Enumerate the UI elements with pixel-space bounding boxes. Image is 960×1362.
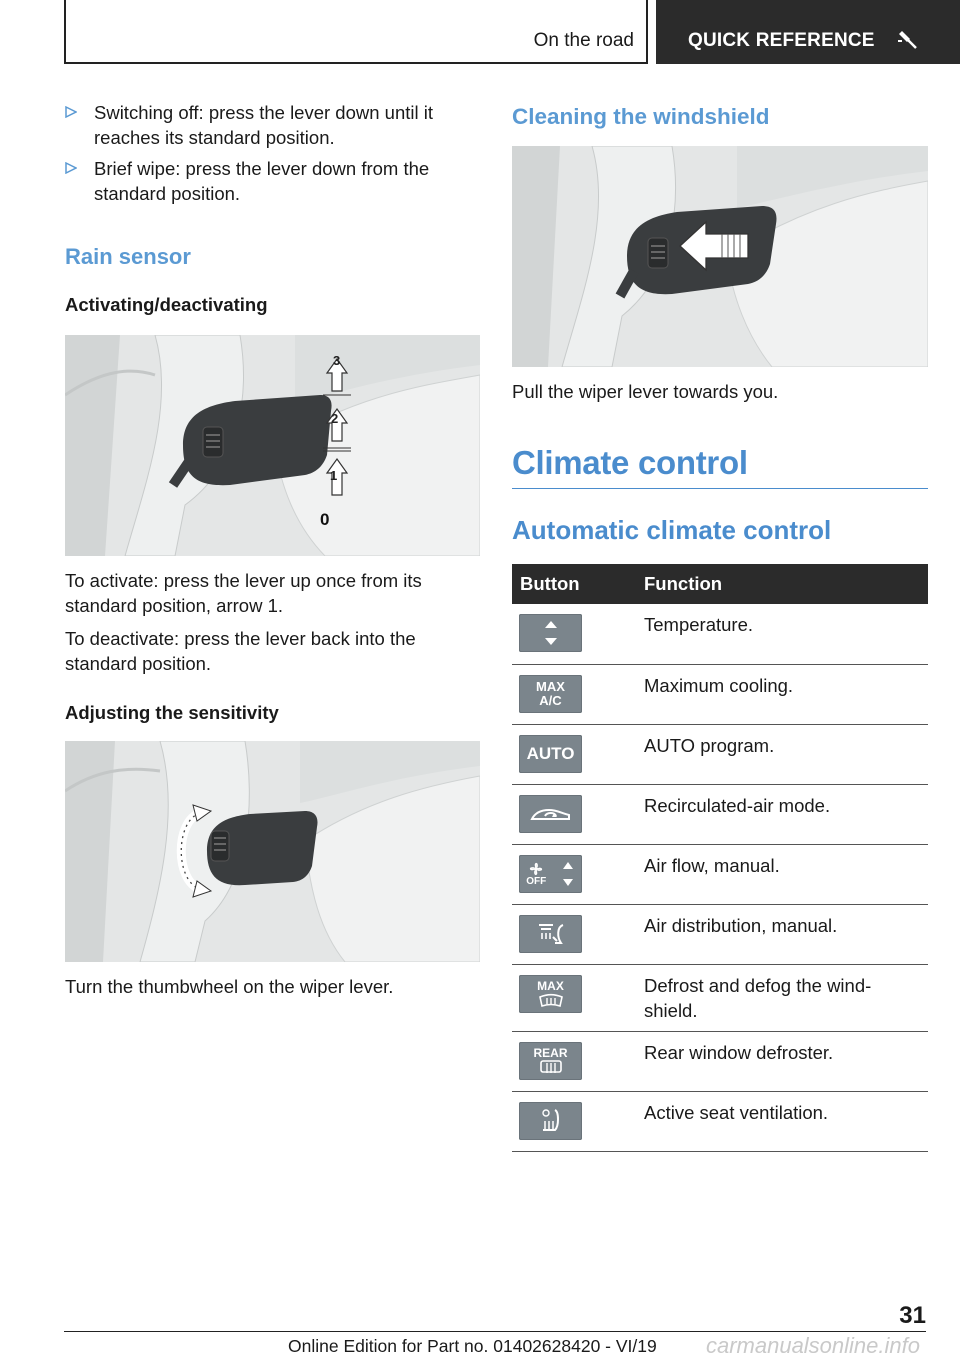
thumbwheel-text: Turn the thumbwheel on the wiper lever. — [65, 976, 394, 997]
header-section-title: On the road — [533, 30, 634, 51]
sensitivity-heading: Adjusting the sensitivity — [65, 702, 279, 723]
seat-ventilation-icon — [519, 1102, 582, 1140]
footer-divider — [64, 1331, 926, 1332]
max-defrost-icon: MAX — [519, 975, 582, 1013]
arrow-label-2: 2 — [331, 411, 339, 426]
table-row — [512, 1091, 928, 1151]
lever-up-figure — [65, 335, 480, 556]
header-quick-reference-tab[interactable] — [656, 0, 960, 64]
quick-reference-label: QUICK REFERENCE — [688, 30, 875, 51]
table-header-row — [512, 564, 928, 604]
bullet-item — [65, 156, 480, 206]
function-text: Rear window defroster. — [636, 1031, 928, 1091]
recirculation-icon — [519, 795, 582, 833]
table-row — [512, 1031, 928, 1091]
auto-icon: AUTO — [519, 735, 582, 773]
fan-off-icon: OFF — [519, 855, 582, 893]
lever-up-illustration — [65, 335, 480, 556]
thumbwheel-illustration — [65, 741, 480, 962]
arrow-label-3: 3 — [333, 353, 341, 368]
pull-lever-text: Pull the wiper lever towards you. — [512, 381, 779, 402]
right-column — [512, 100, 928, 1152]
temperature-arrows-icon — [519, 614, 582, 652]
air-distribution-icon — [519, 915, 582, 953]
table-row — [512, 844, 928, 904]
climate-control-heading: Climate control — [512, 444, 928, 489]
quick-reference-icon — [896, 28, 918, 50]
arrow-label-0: 0 — [320, 510, 330, 529]
function-text: AUTO program. — [636, 724, 928, 784]
function-text: Temperature. — [636, 604, 928, 664]
watermark: carmanualsonline.info — [705, 1333, 920, 1358]
function-text: Defrost and defog the wind‐ shield. — [636, 964, 928, 1031]
table-row — [512, 904, 928, 964]
pull-lever-figure — [512, 146, 928, 367]
table-row — [512, 664, 928, 724]
activate-text: To activate: press the lever up once from its standard position, arrow 1. — [65, 570, 422, 616]
bullet-item — [65, 100, 480, 150]
triangle-bullet-icon — [65, 106, 77, 118]
deactivate-text: To deactivate: press the lever back into the standard position. — [65, 628, 416, 674]
climate-buttons-table — [512, 564, 928, 1152]
col-header-button: Button — [512, 564, 636, 604]
page-number: 31 — [899, 1302, 926, 1329]
activating-heading: Activating/deactivating — [65, 294, 268, 315]
function-text: Air flow, manual. — [636, 844, 928, 904]
table-row — [512, 784, 928, 844]
function-text: Recirculated-air mode. — [636, 784, 928, 844]
function-text: Maximum cooling. — [636, 664, 928, 724]
bullet-text: Brief wipe: press the lever down from the standard position. — [94, 158, 430, 204]
function-text: Active seat ventilation. — [636, 1091, 928, 1151]
table-row — [512, 964, 928, 1031]
header-section-tab — [64, 0, 648, 64]
table-row — [512, 604, 928, 664]
pull-lever-illustration — [512, 146, 928, 367]
rain-sensor-heading: Rain sensor — [65, 244, 191, 269]
triangle-bullet-icon — [65, 162, 77, 174]
left-column — [65, 100, 480, 999]
function-text: Air distribution, manual. — [636, 904, 928, 964]
footer-edition: Online Edition for Part no. 01402628420 - VI/19 — [288, 1336, 657, 1356]
col-header-function: Function — [636, 564, 928, 604]
rear-defrost-icon: REAR — [519, 1042, 582, 1080]
table-row — [512, 724, 928, 784]
thumbwheel-figure — [65, 741, 480, 962]
arrow-label-1: 1 — [330, 468, 338, 483]
cleaning-heading: Cleaning the windshield — [512, 104, 770, 129]
automatic-climate-heading: Automatic climate control — [512, 515, 832, 545]
max-ac-icon: MAX A/C — [519, 675, 582, 713]
bullet-text: Switching off: press the lever down until it reaches its standard position. — [94, 102, 433, 148]
